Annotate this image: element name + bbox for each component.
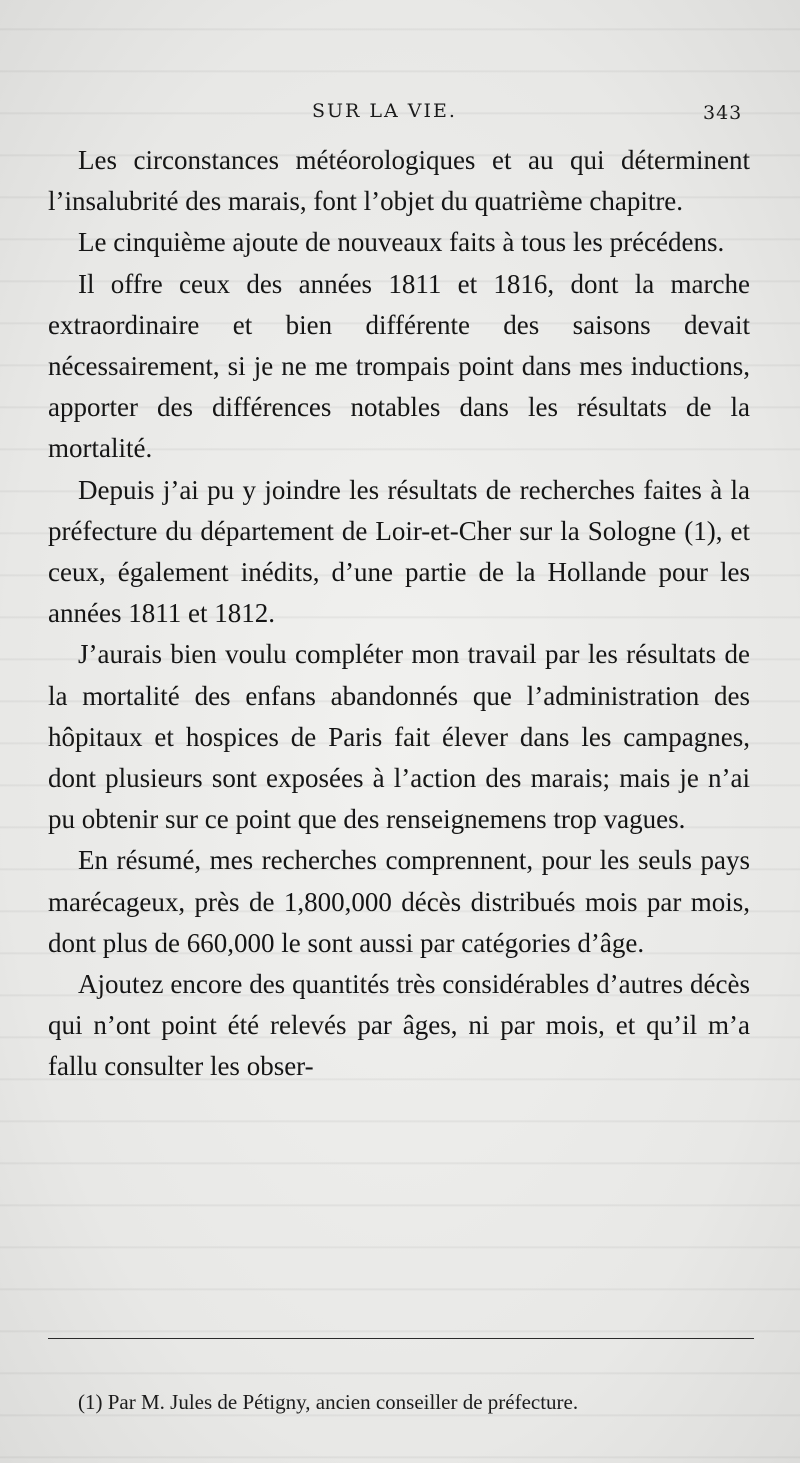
paragraph-4: Depuis j’ai pu y joindre les résultats de recherches faites à la préfecture du département de Loir-et-Cher sur la Sologne (1), et ceux, également inédits, d’une partie de la Hollande pour les années 1811 et 1812. [48, 474, 750, 629]
body-text [48, 140, 750, 1088]
paragraph-5: J’aurais bien voulu compléter mon travail par les résultats de la mortalité des enfans abandonnés que l’administration des hôpitaux et hospices de Paris fait élever dans les campagnes, dont plusieurs sont exposées à l’action des marais; mais je n’ai pu obtenir sur ce point que des renseignemens trop vagues. [48, 639, 750, 835]
paragraph-2: Le cinquième ajoute de nouveaux faits à tous les précédens. [78, 227, 725, 258]
running-title: SUR LA VIE. [312, 100, 457, 122]
paragraph-1: Les circonstances météorologiques et au qui déterminent l’insalubrité des marais, font l’objet du quatrième chapitre. [48, 145, 750, 217]
page-number: 343 [703, 102, 743, 124]
paragraph-3: Il offre ceux des années 1811 et 1816, dont la marche extraordinaire et bien différente des saisons devait nécessairement, si je ne me trompais point dans mes inductions, apporter des différences notables dans les résultats de la mortalité. [48, 268, 750, 464]
footnote-rule [48, 1338, 754, 1339]
footnote: (1) Par M. Jules de Pétigny, ancien conseiller de préfecture. [78, 1390, 579, 1414]
paragraph-7: Ajoutez encore des quantités très considérables d’autres décès qui n’ont point été relevés par âges, ni par mois, et qu’il m’a fallu consulter les obser- [48, 969, 750, 1082]
paragraph-6: En résumé, mes recherches comprennent, pour les seuls pays marécageux, près de 1,800,000 décès distribués mois par mois, dont plus de 660,000 le sont aussi par catégories d’âge. [48, 845, 750, 958]
running-head [0, 100, 800, 130]
